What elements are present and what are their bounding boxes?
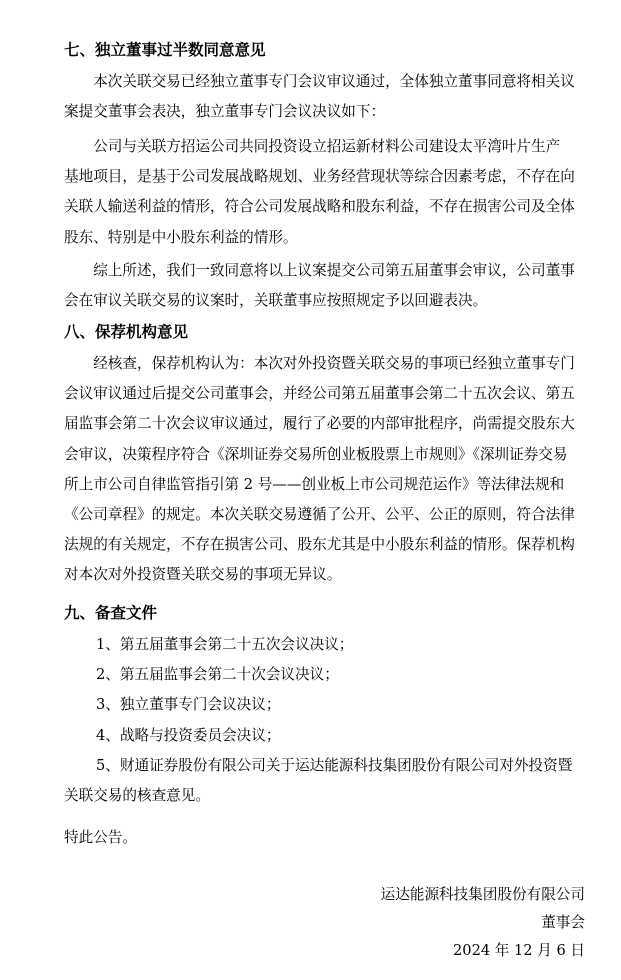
list-item: 5、财通证券股份有限公司关于运达能源科技集团股份有限公司对外投资暨 [96,756,573,774]
signature-company: 运达能源科技集团股份有限公司 [380,886,585,903]
text-line: 股东、特别是中小股东利益的情形。 [64,228,298,246]
list-item: 3、独立董事专门会议决议； [96,696,281,714]
section-7-paragraph-3 [64,256,586,316]
text-line: 案提交董事会表决，独立董事专门会议决议如下： [64,103,386,121]
section-7-heading: 七、独立董事过半数同意意见 [64,41,266,59]
text-line: 经核查，保荐机构认为：本次对外投资暨关联交易的事项已经独立董事专门 [64,355,575,372]
text-line: 关联人输送利益的情形，符合公司发展战略和股东利益，不存在损害公司及全体 [64,198,575,216]
list-item: 4、战略与投资委员会决议； [96,726,281,744]
text-line: 会在审议关联交易的议案时，关联董事应按照规定予以回避表决。 [64,292,488,310]
text-line: 公司与关联方招运公司共同投资设立招运新材料公司建设太平湾叶片生产 [64,138,561,155]
section-8-heading: 八、保荐机构意见 [64,323,189,341]
list-item-continuation: 关联交易的核查意见。 [64,786,210,804]
section-7-paragraph-1 [64,67,586,127]
text-line: 综上所述，我们一致同意将以上议案提交公司第五届董事会审议，公司董事 [64,262,575,279]
section-9-heading: 九、备查文件 [64,604,158,622]
text-line: 对本次对外投资暨关联交易的事项无异议。 [64,566,342,584]
section-7-paragraph-2 [64,132,586,253]
section-8-paragraph-1 [64,349,586,591]
text-line: 基地项目，是基于公司发展战略规划、业务经营现状等综合因素考虑，不存在向 [64,168,575,186]
text-line: 所上市公司自律监管指引第 2 号——创业板上市公司规范运作》等法律法规和 [64,475,565,493]
text-line: 法规的有关规定，不存在损害公司、股东尤其是中小股东利益的情形。保荐机构 [64,536,575,554]
text-line: 《公司章程》的规定。本次关联交易遵循了公开、公平、公正的原则，符合法律 [64,505,575,523]
text-line: 届监事会第二十次会议审议通过，履行了必要的内部审批程序，尚需提交股东大 [64,415,575,433]
text-line: 会议审议通过后提交公司董事会，并经公司第五届董事会第二十五次会议、第五 [64,385,575,403]
signature-board: 董事会 [541,914,585,931]
signature-date: 2024 年 12 月 6 日 [453,942,585,959]
text-line: 本次关联交易已经独立董事专门会议审议通过，全体独立董事同意将相关议 [64,73,575,90]
closing-notice: 特此公告。 [64,829,137,846]
section-9-list [64,630,586,811]
list-item: 2、第五届监事会第二十次会议决议； [96,666,339,684]
list-item: 1、第五届董事会第二十五次会议决议； [96,636,354,653]
text-line: 会审议，决策程序符合《深圳证券交易所创业板股票上市规则》《深圳证券交易 [64,445,568,463]
